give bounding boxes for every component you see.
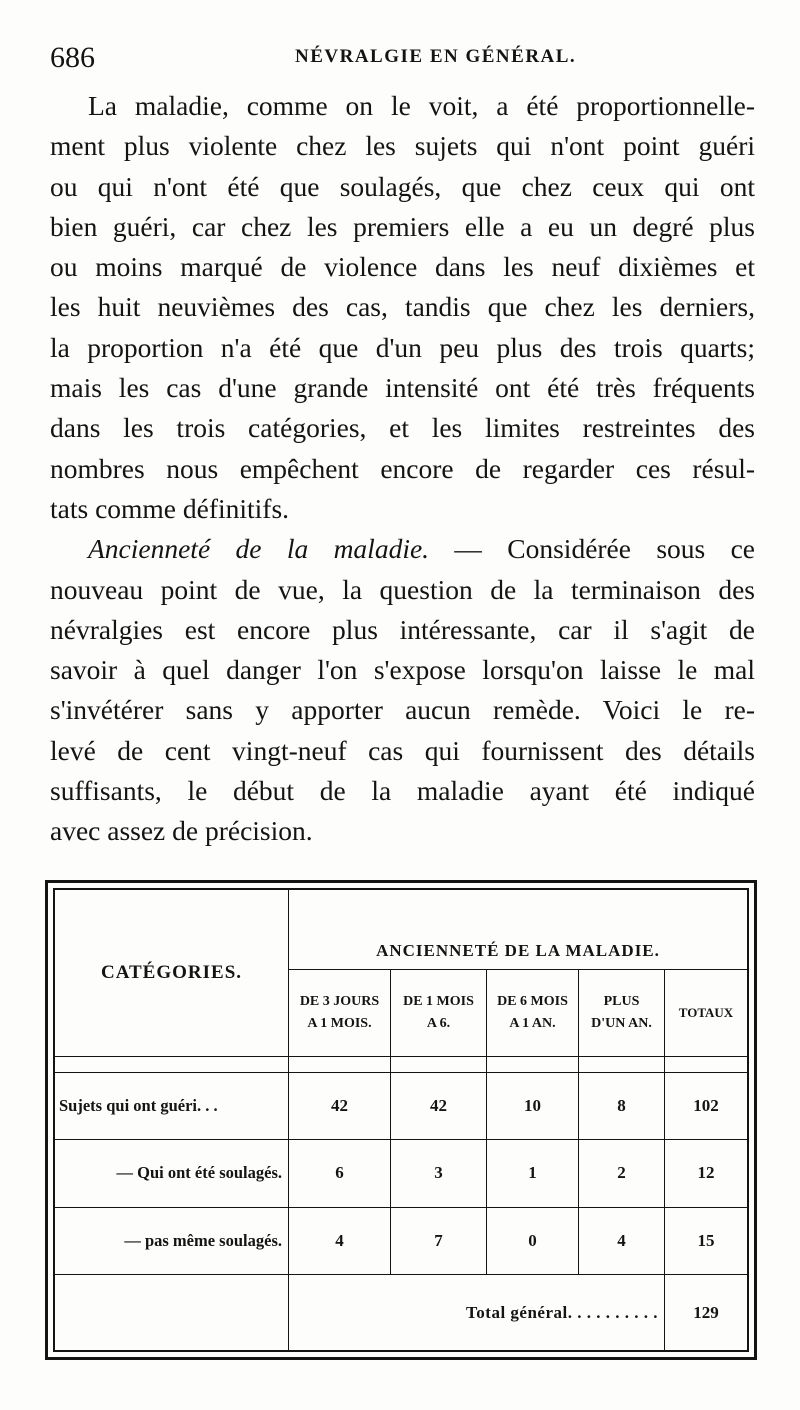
table-row — [55, 1207, 748, 1274]
empty-cell — [289, 1056, 391, 1072]
empty-cell — [55, 1275, 289, 1351]
text-line: suffisants, le début de la maladie ayant été indiqué — [50, 775, 755, 807]
empty-cell — [391, 1056, 487, 1072]
text-line: mais les cas d'une grande intensité ont été très fréquents — [50, 372, 755, 404]
text-line: levé de cent vingt-neuf cas qui fournissent des détails — [50, 734, 755, 766]
row-total: 15 — [665, 1207, 748, 1274]
table-row — [55, 1140, 748, 1207]
table-cell: 4 — [579, 1207, 665, 1274]
row-total: 12 — [665, 1140, 748, 1207]
column-header-line: DE 1 MOIS — [403, 994, 474, 1010]
column-header-line: DE 6 MOIS — [497, 994, 568, 1010]
text-line: avec assez de précision. — [50, 815, 313, 847]
table-header-row — [55, 890, 748, 970]
table-spacer-row — [55, 1056, 748, 1072]
statistics-table-frame — [45, 880, 757, 1360]
text-line: La maladie, comme on le voit, a été proportionnelle- — [88, 90, 755, 121]
text-line: la proportion n'a été que d'un peu plus des trois quarts; — [50, 331, 755, 363]
table-cell: 7 — [391, 1207, 487, 1274]
text-line: nombres nous empêchent encore de regarder ces résul- — [50, 452, 755, 484]
table-cell: 0 — [487, 1207, 579, 1274]
row-category: Sujets qui ont guéri. . . — [55, 1072, 289, 1139]
column-header-line: PLUS — [603, 994, 640, 1010]
column-header-line: A 1 MOIS. — [307, 1016, 372, 1032]
text-line: dans les trois catégories, et les limites restreintes des — [50, 412, 755, 444]
text-line: névralgies est encore plus intéressante, car il s'agit de — [50, 613, 755, 645]
table-cell: 42 — [391, 1072, 487, 1139]
running-title: NÉVRALGIE EN GÉNÉRAL. — [295, 46, 577, 67]
text-line: les huit neuvièmes des cas, tandis que chez les derniers, — [50, 291, 755, 323]
table-cell: 1 — [487, 1140, 579, 1207]
table-row — [55, 1072, 748, 1139]
text-line: ou qui n'ont été que soulagés, que chez ceux qui ont — [50, 170, 755, 202]
row-total: 102 — [665, 1072, 748, 1139]
text-line: ment plus violente chez les sujets qui n'ont point guéri — [50, 130, 755, 162]
body-text — [50, 86, 755, 852]
empty-cell — [579, 1056, 665, 1072]
categories-header: CATÉGORIES. — [55, 890, 289, 1057]
empty-cell — [487, 1056, 579, 1072]
page-number: 686 — [50, 41, 95, 74]
column-header — [289, 970, 391, 1057]
column-header-line: DE 3 JOURS — [299, 994, 380, 1010]
empty-cell — [55, 1056, 289, 1072]
table-cell: 3 — [391, 1140, 487, 1207]
column-header-line: D'UN AN. — [591, 1016, 652, 1032]
text-line: tats comme définitifs. — [50, 492, 290, 524]
text-line: nouveau point de vue, la question de la terminaison des — [50, 573, 755, 605]
section-lead-rest: — Considérée sous ce — [429, 533, 755, 565]
grand-total-value: 129 — [665, 1275, 748, 1351]
text-line: s'invétérer sans y apporter aucun remède. Voici le re- — [50, 694, 755, 726]
table-cell: 6 — [289, 1140, 391, 1207]
grand-total-row — [55, 1275, 748, 1351]
text-line: ou moins marqué de violence dans les neuf dixièmes et — [50, 251, 755, 283]
totals-header: TOTAUX — [665, 970, 748, 1057]
table-cell: 8 — [579, 1072, 665, 1139]
statistics-table-inner — [53, 888, 749, 1352]
grand-total-label: Total général. . . . . . . . . . — [289, 1275, 665, 1351]
text-line: savoir à quel danger l'on s'expose lorsqu'on laisse le mal — [50, 654, 755, 686]
statistics-table — [54, 889, 748, 1351]
page-header — [50, 40, 755, 76]
duration-group-header: ANCIENNETÉ DE LA MALADIE. — [289, 890, 748, 970]
text-line: bien guéri, car chez les premiers elle a eu un degré plus — [50, 210, 755, 242]
row-category: — Qui ont été soulagés. — [55, 1140, 289, 1207]
column-header-line: A 6. — [426, 1016, 451, 1032]
section-lead-line — [50, 529, 755, 569]
table-cell: 10 — [487, 1072, 579, 1139]
empty-cell — [665, 1056, 748, 1072]
column-header — [391, 970, 487, 1057]
column-header — [579, 970, 665, 1057]
section-heading: Ancienneté de la maladie. — [88, 533, 430, 565]
column-header — [487, 970, 579, 1057]
row-category: — pas même soulagés. — [55, 1207, 289, 1274]
table-cell: 42 — [289, 1072, 391, 1139]
table-cell: 2 — [579, 1140, 665, 1207]
table-cell: 4 — [289, 1207, 391, 1274]
column-header-line: A 1 AN. — [509, 1016, 556, 1032]
